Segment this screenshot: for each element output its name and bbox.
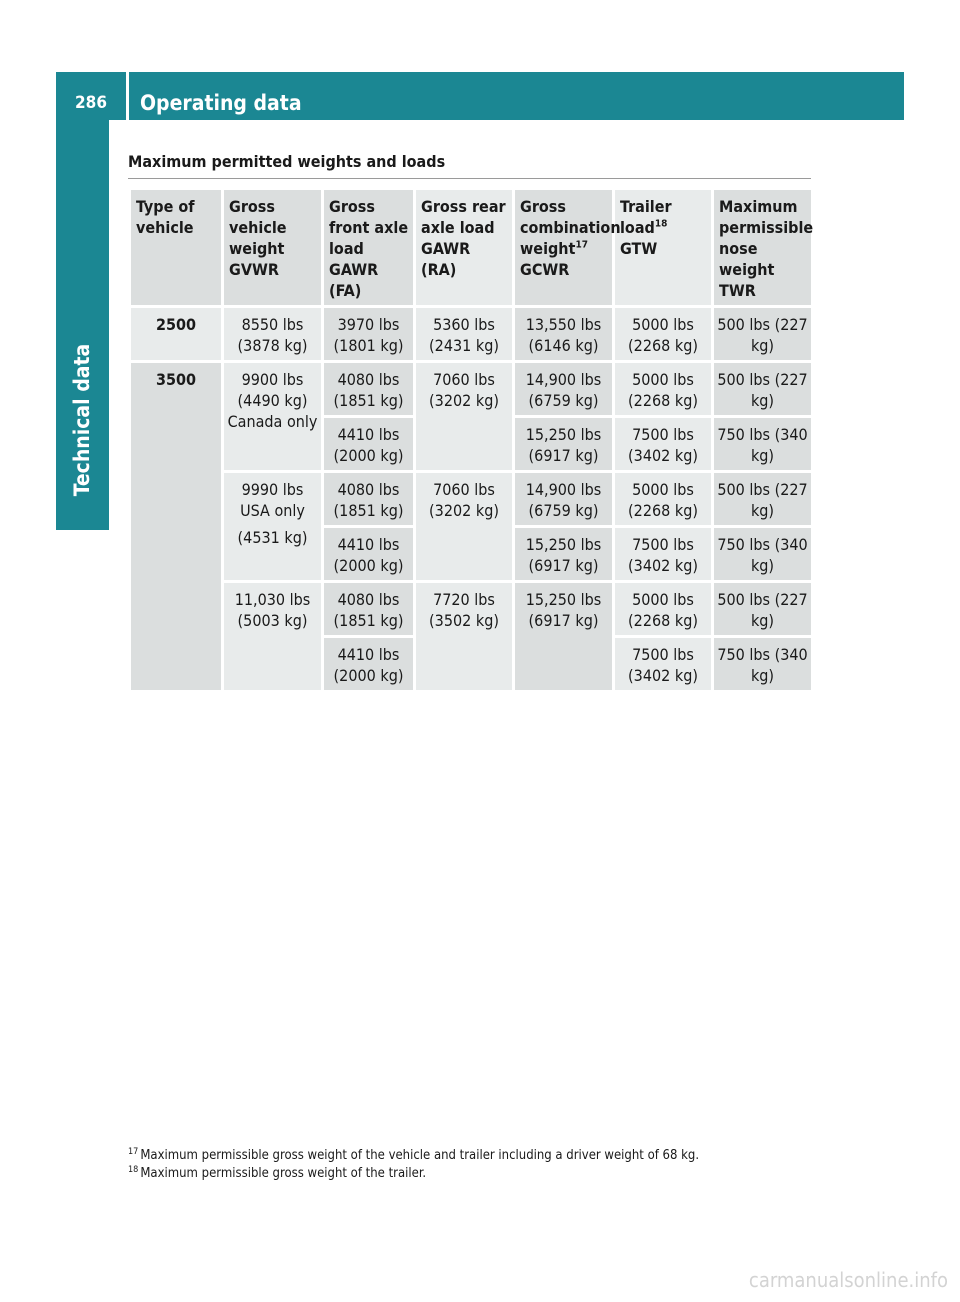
gvwr-cell: 9900 lbs (4490 kg) Canada only (223, 362, 323, 472)
header-gawr-ra: Gross rear axle load GAWR (RA) (415, 189, 514, 307)
page-header (56, 72, 904, 120)
gvwr-cell: 11,030 lbs (5003 kg) (223, 582, 323, 692)
header-gawr-fa: Gross front axle load GAWR (FA) (323, 189, 415, 307)
table-row (130, 472, 813, 527)
vehicle-cell: 2500 (130, 307, 223, 362)
ra-cell: 7060 lbs (3202 kg) (415, 362, 514, 472)
title-rule (128, 178, 811, 179)
twr-cell: 500 lbs (227 kg) (713, 362, 813, 417)
fa-cell: 4410 lbs (2000 kg) (323, 637, 415, 692)
ra-cell: 7060 lbs (3202 kg) (415, 472, 514, 582)
twr-cell: 750 lbs (340 kg) (713, 637, 813, 692)
gcwr-cell: 14,900 lbs (6759 kg) (514, 362, 614, 417)
gtw-cell: 7500 lbs (3402 kg) (614, 527, 713, 582)
footnote-18: $^{18}$ Maximum permissible gross weight of the trailer. (128, 1164, 427, 1181)
gtw-cell: 5000 lbs (2268 kg) (614, 582, 713, 637)
fa-cell: 4410 lbs (2000 kg) (323, 527, 415, 582)
gcwr-cell: 15,250 lbs (6917 kg) (514, 527, 614, 582)
gtw-cell: 5000 lbs (2268 kg) (614, 472, 713, 527)
table-header-row (130, 189, 813, 307)
twr-cell: 750 lbs (340 kg) (713, 417, 813, 472)
table-row (130, 307, 813, 362)
header-gtw: Trailer load$^{18}$ GTW (614, 189, 713, 307)
gtw-cell: 7500 lbs (3402 kg) (614, 637, 713, 692)
fa-cell: 4080 lbs (1851 kg) (323, 582, 415, 637)
fa-cell: 4080 lbs (1851 kg) (323, 472, 415, 527)
weights-table (128, 187, 814, 693)
section-title: Operating data (140, 91, 302, 115)
header-type-of-vehicle: Type of vehicle (130, 189, 223, 307)
twr-cell: 500 lbs (227 kg) (713, 307, 813, 362)
gvwr-cell: 9990 lbs USA only (4531 kg) (223, 472, 323, 582)
ra-cell: 7720 lbs (3502 kg) (415, 582, 514, 692)
gcwr-cell: 15,250 lbs (6917 kg) (514, 582, 614, 692)
fa-cell: 4080 lbs (1851 kg) (323, 362, 415, 417)
gtw-cell: 5000 lbs (2268 kg) (614, 307, 713, 362)
twr-cell: 500 lbs (227 kg) (713, 472, 813, 527)
side-tab-label: Technical data (70, 343, 94, 497)
gcwr-cell: 15,250 lbs (6917 kg) (514, 417, 614, 472)
fa-cell: 3970 lbs (1801 kg) (323, 307, 415, 362)
table-title: Maximum permitted weights and loads (128, 152, 446, 171)
header-divider (126, 72, 129, 120)
page-number: 286 (75, 93, 107, 113)
twr-cell: 750 lbs (340 kg) (713, 527, 813, 582)
header-twr: Maximum permissible nose weight TWR (713, 189, 813, 307)
header-gvwr: Gross vehicle weight GVWR (223, 189, 323, 307)
watermark: carmanualsonline.info (748, 1268, 948, 1292)
ra-cell: 5360 lbs (2431 kg) (415, 307, 514, 362)
side-tab (56, 120, 109, 530)
table-row (130, 582, 813, 637)
gvwr-cell: 8550 lbs (3878 kg) (223, 307, 323, 362)
vehicle-cell: 3500 (130, 362, 223, 692)
footnotes (128, 1147, 699, 1183)
fa-cell: 4410 lbs (2000 kg) (323, 417, 415, 472)
gcwr-cell: 14,900 lbs (6759 kg) (514, 472, 614, 527)
gcwr-cell: 13,550 lbs (6146 kg) (514, 307, 614, 362)
table-row (130, 362, 813, 417)
twr-cell: 500 lbs (227 kg) (713, 582, 813, 637)
header-gcwr: Gross combination weight$^{17}$ GCWR (514, 189, 614, 307)
footnote-17: $^{17}$ Maximum permissible gross weight of the vehicle and trailer including a driver weight of 68 kg. (128, 1146, 700, 1163)
gtw-cell: 7500 lbs (3402 kg) (614, 417, 713, 472)
gtw-cell: 5000 lbs (2268 kg) (614, 362, 713, 417)
